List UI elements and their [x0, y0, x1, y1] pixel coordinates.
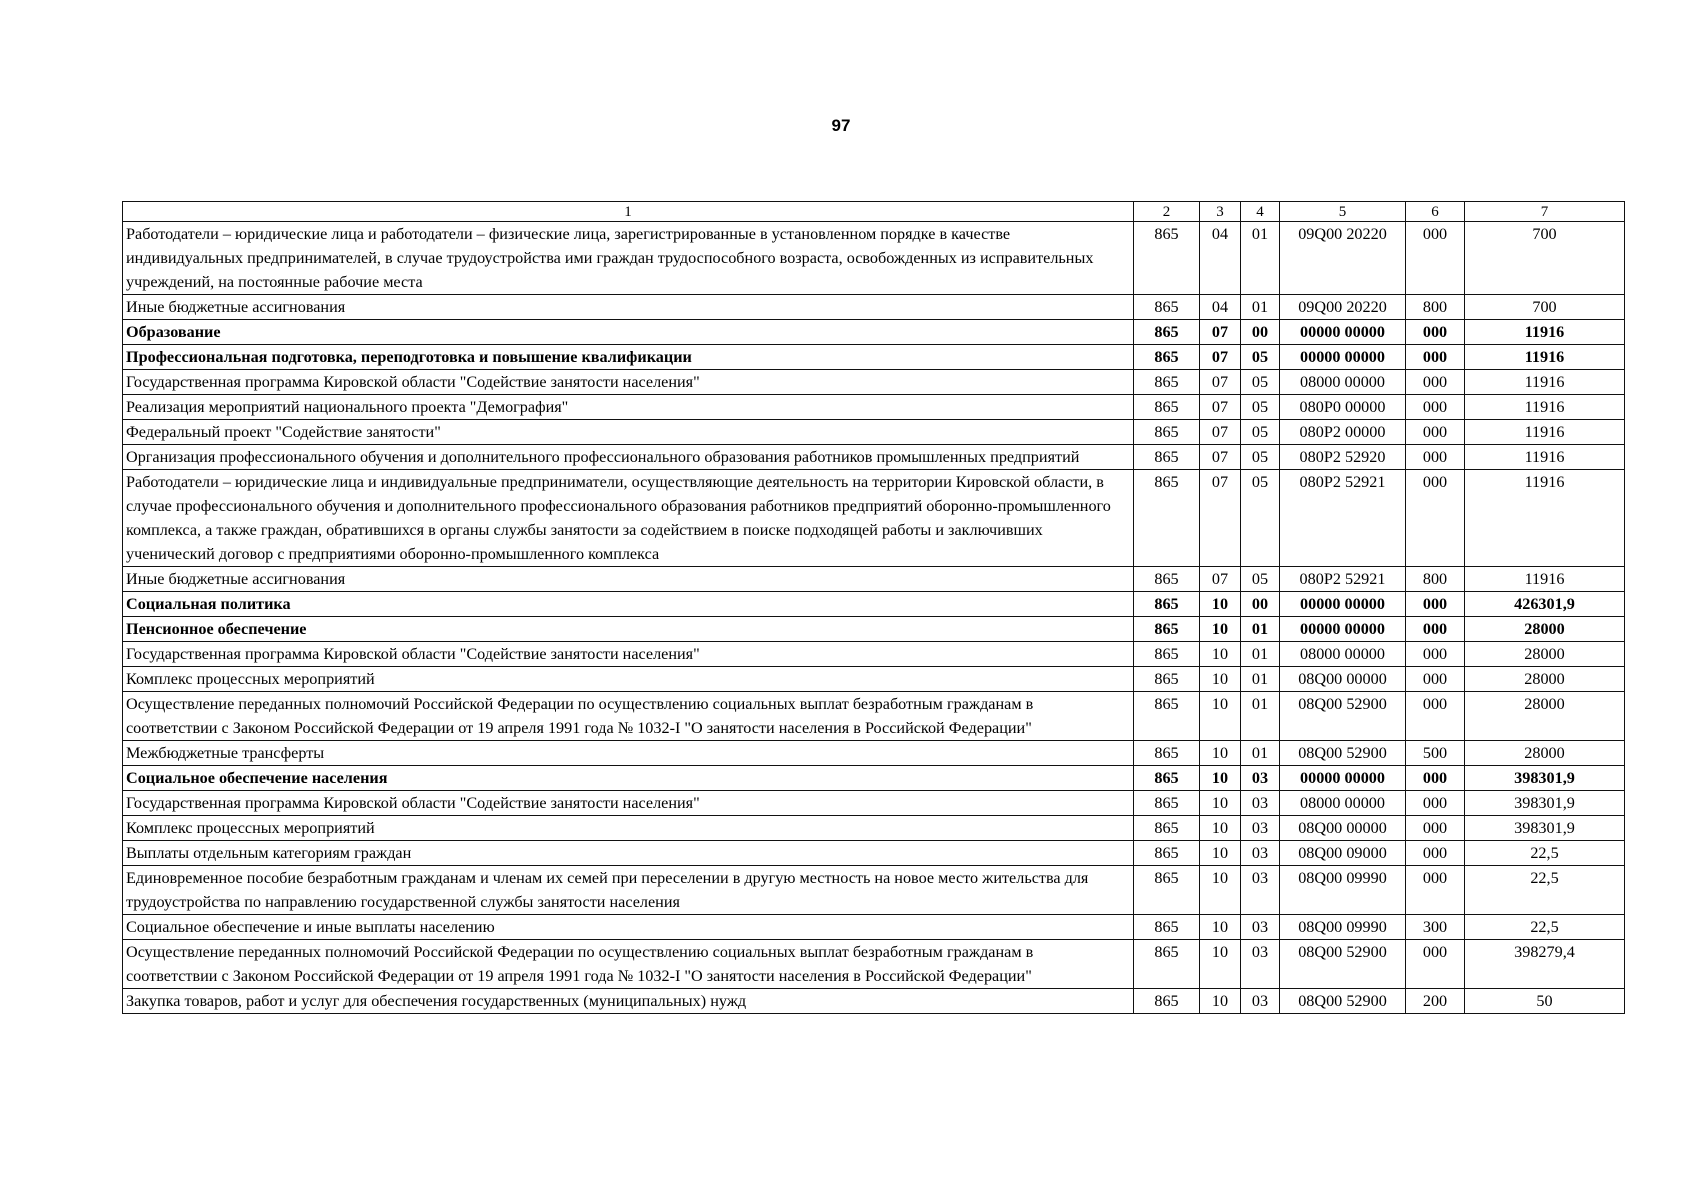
cell-admin-code: 865	[1134, 295, 1200, 320]
page-number: 97	[831, 116, 851, 135]
cell-expense-type: 800	[1406, 295, 1465, 320]
cell-subsection: 00	[1241, 320, 1280, 345]
cell-section: 10	[1200, 766, 1241, 791]
cell-expense-type: 300	[1406, 915, 1465, 940]
cell-name: Комплекс процессных мероприятий	[123, 667, 1134, 692]
cell-expense-type: 000	[1406, 791, 1465, 816]
cell-section: 07	[1200, 345, 1241, 370]
cell-amount: 28000	[1465, 667, 1625, 692]
cell-section: 10	[1200, 940, 1241, 989]
cell-expense-type: 800	[1406, 567, 1465, 592]
cell-expense-type: 000	[1406, 470, 1465, 567]
cell-section: 10	[1200, 692, 1241, 741]
cell-expense-type: 000	[1406, 841, 1465, 866]
cell-subsection: 01	[1241, 642, 1280, 667]
cell-admin-code: 865	[1134, 915, 1200, 940]
table-row	[123, 766, 1625, 791]
cell-admin-code: 865	[1134, 692, 1200, 741]
table-row	[123, 592, 1625, 617]
table-row	[123, 617, 1625, 642]
cell-target-article: 08Q00 00000	[1280, 667, 1406, 692]
cell-admin-code: 865	[1134, 816, 1200, 841]
cell-name: Государственная программа Кировской области "Содействие занятости населения"	[123, 642, 1134, 667]
cell-subsection: 03	[1241, 940, 1280, 989]
column-header-5: 5	[1280, 202, 1406, 222]
table-row	[123, 741, 1625, 766]
cell-target-article: 09Q00 20220	[1280, 295, 1406, 320]
cell-name: Государственная программа Кировской области "Содействие занятости населения"	[123, 370, 1134, 395]
table-row	[123, 989, 1625, 1014]
cell-section: 10	[1200, 989, 1241, 1014]
cell-section: 10	[1200, 617, 1241, 642]
cell-expense-type: 000	[1406, 370, 1465, 395]
cell-subsection: 01	[1241, 617, 1280, 642]
cell-target-article: 00000 00000	[1280, 592, 1406, 617]
cell-name: Закупка товаров, работ и услуг для обеспечения государственных (муниципальных) нужд	[123, 989, 1134, 1014]
cell-admin-code: 865	[1134, 345, 1200, 370]
cell-name: Работодатели – юридические лица и работодатели – физические лица, зарегистрированные в установленном порядке в качестве индивидуальных предпринимателей, в случае трудоустройства ими граждан трудоспособного возраста, освобожденных из исправительных учреждений, на постоянные рабочие места	[123, 222, 1134, 295]
cell-target-article: 080P2 52921	[1280, 567, 1406, 592]
cell-target-article: 08000 00000	[1280, 791, 1406, 816]
cell-expense-type: 000	[1406, 592, 1465, 617]
table-header-row	[123, 202, 1625, 222]
cell-admin-code: 865	[1134, 766, 1200, 791]
cell-section: 10	[1200, 592, 1241, 617]
cell-expense-type: 000	[1406, 420, 1465, 445]
cell-section: 10	[1200, 642, 1241, 667]
cell-name: Осуществление переданных полномочий Российской Федерации по осуществлению социальных выплат безработным гражданам в соответствии с Законом Российской Федерации от 19 апреля 1991 года № 1032-I "О занятости населения в Российской Федерации"	[123, 940, 1134, 989]
cell-name: Социальное обеспечение и иные выплаты населению	[123, 915, 1134, 940]
table-row	[123, 841, 1625, 866]
cell-target-article: 08Q00 09990	[1280, 915, 1406, 940]
cell-target-article: 00000 00000	[1280, 345, 1406, 370]
cell-admin-code: 865	[1134, 470, 1200, 567]
cell-admin-code: 865	[1134, 567, 1200, 592]
cell-subsection: 03	[1241, 915, 1280, 940]
cell-name: Единовременное пособие безработным гражданам и членам их семей при переселении в другую местность на новое место жительства для трудоустройства по направлению государственной службы занятости населения	[123, 866, 1134, 915]
cell-subsection: 01	[1241, 222, 1280, 295]
cell-admin-code: 865	[1134, 791, 1200, 816]
table-row	[123, 320, 1625, 345]
cell-amount: 50	[1465, 989, 1625, 1014]
column-header-1: 1	[123, 202, 1134, 222]
cell-amount: 398301,9	[1465, 791, 1625, 816]
table-row	[123, 940, 1625, 989]
cell-subsection: 05	[1241, 370, 1280, 395]
cell-target-article: 00000 00000	[1280, 320, 1406, 345]
cell-amount: 11916	[1465, 320, 1625, 345]
cell-amount: 11916	[1465, 395, 1625, 420]
cell-subsection: 05	[1241, 395, 1280, 420]
cell-amount: 398301,9	[1465, 816, 1625, 841]
cell-section: 10	[1200, 816, 1241, 841]
cell-expense-type: 000	[1406, 395, 1465, 420]
cell-subsection: 00	[1241, 592, 1280, 617]
cell-subsection: 01	[1241, 667, 1280, 692]
cell-subsection: 05	[1241, 345, 1280, 370]
cell-admin-code: 865	[1134, 989, 1200, 1014]
cell-name: Выплаты отдельным категориям граждан	[123, 841, 1134, 866]
cell-expense-type: 000	[1406, 617, 1465, 642]
cell-expense-type: 000	[1406, 642, 1465, 667]
table-row	[123, 667, 1625, 692]
cell-section: 07	[1200, 567, 1241, 592]
cell-target-article: 08000 00000	[1280, 642, 1406, 667]
cell-subsection: 05	[1241, 567, 1280, 592]
cell-amount: 11916	[1465, 420, 1625, 445]
cell-target-article: 08Q00 09990	[1280, 866, 1406, 915]
cell-expense-type: 000	[1406, 222, 1465, 295]
cell-admin-code: 865	[1134, 841, 1200, 866]
cell-target-article: 00000 00000	[1280, 617, 1406, 642]
cell-amount: 426301,9	[1465, 592, 1625, 617]
cell-name: Социальная политика	[123, 592, 1134, 617]
table-row	[123, 445, 1625, 470]
cell-amount: 11916	[1465, 445, 1625, 470]
cell-section: 07	[1200, 420, 1241, 445]
budget-table	[122, 201, 1625, 1014]
cell-name: Образование	[123, 320, 1134, 345]
cell-name: Организация профессионального обучения и дополнительного профессионального образования работников промышленных предприятий	[123, 445, 1134, 470]
table-row	[123, 915, 1625, 940]
cell-admin-code: 865	[1134, 642, 1200, 667]
cell-target-article: 08Q00 52900	[1280, 989, 1406, 1014]
cell-amount: 28000	[1465, 741, 1625, 766]
cell-target-article: 09Q00 20220	[1280, 222, 1406, 295]
cell-name: Комплекс процессных мероприятий	[123, 816, 1134, 841]
table-row	[123, 567, 1625, 592]
cell-admin-code: 865	[1134, 370, 1200, 395]
cell-amount: 28000	[1465, 692, 1625, 741]
cell-expense-type: 000	[1406, 692, 1465, 741]
cell-subsection: 03	[1241, 989, 1280, 1014]
cell-name: Федеральный проект "Содействие занятости"	[123, 420, 1134, 445]
cell-section: 07	[1200, 320, 1241, 345]
cell-name: Социальное обеспечение населения	[123, 766, 1134, 791]
cell-admin-code: 865	[1134, 866, 1200, 915]
cell-admin-code: 865	[1134, 445, 1200, 470]
cell-admin-code: 865	[1134, 940, 1200, 989]
cell-target-article: 00000 00000	[1280, 766, 1406, 791]
cell-amount: 11916	[1465, 345, 1625, 370]
cell-section: 10	[1200, 791, 1241, 816]
cell-amount: 700	[1465, 222, 1625, 295]
cell-name: Государственная программа Кировской области "Содействие занятости населения"	[123, 791, 1134, 816]
table-row	[123, 222, 1625, 295]
column-header-3: 3	[1200, 202, 1241, 222]
cell-admin-code: 865	[1134, 617, 1200, 642]
table-row	[123, 692, 1625, 741]
cell-expense-type: 000	[1406, 320, 1465, 345]
table-row	[123, 816, 1625, 841]
cell-expense-type: 200	[1406, 989, 1465, 1014]
cell-admin-code: 865	[1134, 592, 1200, 617]
cell-admin-code: 865	[1134, 667, 1200, 692]
cell-expense-type: 000	[1406, 345, 1465, 370]
cell-admin-code: 865	[1134, 222, 1200, 295]
cell-name: Осуществление переданных полномочий Российской Федерации по осуществлению социальных выплат безработным гражданам в соответствии с Законом Российской Федерации от 19 апреля 1991 года № 1032-I "О занятости населения в Российской Федерации"	[123, 692, 1134, 741]
table-row	[123, 866, 1625, 915]
cell-target-article: 08Q00 52900	[1280, 741, 1406, 766]
cell-section: 07	[1200, 470, 1241, 567]
cell-target-article: 08Q00 09000	[1280, 841, 1406, 866]
cell-expense-type: 000	[1406, 866, 1465, 915]
cell-amount: 398279,4	[1465, 940, 1625, 989]
cell-section: 10	[1200, 866, 1241, 915]
cell-expense-type: 000	[1406, 816, 1465, 841]
cell-expense-type: 000	[1406, 940, 1465, 989]
cell-amount: 22,5	[1465, 866, 1625, 915]
column-header-4: 4	[1241, 202, 1280, 222]
table-row	[123, 420, 1625, 445]
table-row	[123, 642, 1625, 667]
cell-amount: 28000	[1465, 617, 1625, 642]
cell-amount: 28000	[1465, 642, 1625, 667]
cell-subsection: 03	[1241, 766, 1280, 791]
cell-amount: 11916	[1465, 470, 1625, 567]
table-row	[123, 370, 1625, 395]
cell-subsection: 03	[1241, 841, 1280, 866]
cell-section: 10	[1200, 667, 1241, 692]
cell-subsection: 03	[1241, 816, 1280, 841]
cell-target-article: 08000 00000	[1280, 370, 1406, 395]
cell-amount: 22,5	[1465, 915, 1625, 940]
cell-target-article: 080P2 00000	[1280, 420, 1406, 445]
cell-admin-code: 865	[1134, 420, 1200, 445]
cell-target-article: 08Q00 52900	[1280, 692, 1406, 741]
table-row	[123, 395, 1625, 420]
cell-amount: 700	[1465, 295, 1625, 320]
cell-section: 10	[1200, 741, 1241, 766]
cell-name: Реализация мероприятий национального проекта "Демография"	[123, 395, 1134, 420]
cell-amount: 11916	[1465, 370, 1625, 395]
cell-target-article: 080P0 00000	[1280, 395, 1406, 420]
cell-section: 10	[1200, 841, 1241, 866]
cell-section: 07	[1200, 395, 1241, 420]
cell-subsection: 03	[1241, 866, 1280, 915]
column-header-6: 6	[1406, 202, 1465, 222]
cell-amount: 11916	[1465, 567, 1625, 592]
table-row	[123, 470, 1625, 567]
cell-name: Работодатели – юридические лица и индивидуальные предприниматели, осуществляющие деятельность на территории Кировской области, в случае профессионального обучения и дополнительного профессионального образования работников предприятий оборонно-промышленного комплекса, а также граждан, обратившихся в органы службы занятости за содействием в поиске подходящей работы и заключивших ученический договор с предприятиями оборонно-промышленного комплекса	[123, 470, 1134, 567]
cell-target-article: 080P2 52921	[1280, 470, 1406, 567]
cell-admin-code: 865	[1134, 741, 1200, 766]
cell-target-article: 08Q00 00000	[1280, 816, 1406, 841]
cell-expense-type: 000	[1406, 667, 1465, 692]
cell-subsection: 05	[1241, 470, 1280, 567]
cell-expense-type: 500	[1406, 741, 1465, 766]
cell-admin-code: 865	[1134, 320, 1200, 345]
cell-name: Иные бюджетные ассигнования	[123, 295, 1134, 320]
cell-section: 07	[1200, 445, 1241, 470]
cell-name: Профессиональная подготовка, переподготовка и повышение квалификации	[123, 345, 1134, 370]
cell-section: 04	[1200, 222, 1241, 295]
cell-section: 10	[1200, 915, 1241, 940]
table-body	[123, 222, 1625, 1014]
table-row	[123, 295, 1625, 320]
cell-amount: 398301,9	[1465, 766, 1625, 791]
cell-amount: 22,5	[1465, 841, 1625, 866]
cell-name: Межбюджетные трансферты	[123, 741, 1134, 766]
cell-expense-type: 000	[1406, 445, 1465, 470]
table-row	[123, 345, 1625, 370]
column-header-2: 2	[1134, 202, 1200, 222]
column-header-7: 7	[1465, 202, 1625, 222]
cell-target-article: 08Q00 52900	[1280, 940, 1406, 989]
cell-subsection: 01	[1241, 295, 1280, 320]
cell-section: 07	[1200, 370, 1241, 395]
cell-subsection: 03	[1241, 791, 1280, 816]
cell-subsection: 01	[1241, 692, 1280, 741]
cell-expense-type: 000	[1406, 766, 1465, 791]
cell-admin-code: 865	[1134, 395, 1200, 420]
cell-target-article: 080P2 52920	[1280, 445, 1406, 470]
cell-name: Пенсионное обеспечение	[123, 617, 1134, 642]
cell-subsection: 05	[1241, 445, 1280, 470]
cell-subsection: 05	[1241, 420, 1280, 445]
cell-section: 04	[1200, 295, 1241, 320]
cell-subsection: 01	[1241, 741, 1280, 766]
table-row	[123, 791, 1625, 816]
cell-name: Иные бюджетные ассигнования	[123, 567, 1134, 592]
